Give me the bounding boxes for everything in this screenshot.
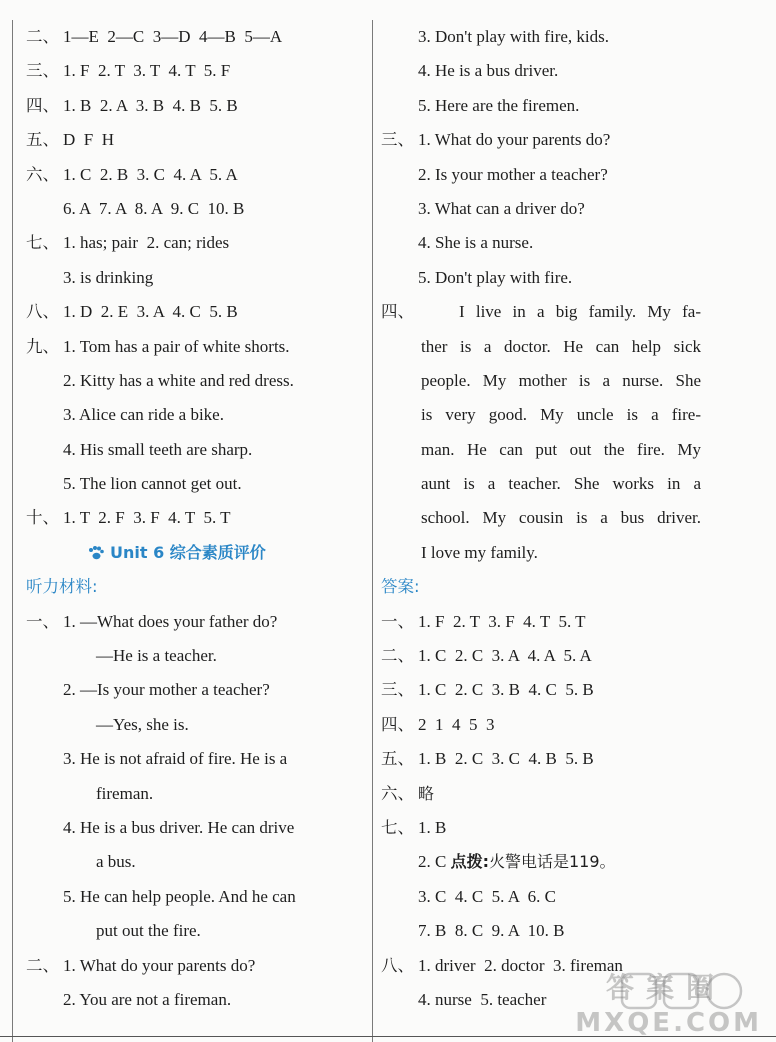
listening-heading: 听力材料: (26, 577, 98, 597)
line-text: 4. He is a bus driver. (418, 61, 559, 81)
line-left-12 (26, 433, 360, 467)
line-text: 1. C 2. C 3. A 4. A 5. A (418, 646, 592, 666)
line-left2-4 (26, 742, 360, 776)
line-text: 4. He is a bus driver. He can drive (63, 817, 295, 837)
line-text: —He is a teacher. (96, 646, 217, 666)
line-left-7 (26, 261, 360, 295)
line-left-0 (26, 20, 360, 54)
line-left2-6 (26, 811, 360, 845)
section-label: 八、 (381, 955, 414, 975)
line-answers-5 (381, 777, 701, 811)
line-right-6 (381, 226, 701, 260)
section-label: 八、 (26, 302, 59, 322)
line-left-11 (26, 398, 360, 432)
line-text: D F H (63, 130, 115, 150)
line-left2-0 (26, 605, 360, 639)
line-text: 1—E 2—C 3—D 4—B 5—A (63, 27, 283, 46)
answer-line-hint (381, 845, 701, 879)
line-text: 3. He is not afraid of fire. He is a (63, 749, 288, 769)
line-left-4 (26, 158, 360, 192)
line-text: 7. B 8. C 9. A 10. B (418, 921, 565, 941)
line-text: put out the fire. (96, 921, 201, 941)
line-right-3 (381, 123, 701, 157)
section-label: 三、 (381, 680, 414, 700)
passage-line: people. My mother is a nurse. She (421, 370, 701, 390)
section-label: 十、 (26, 508, 59, 528)
line-answers2-0 (381, 880, 701, 914)
unit5-answers (26, 20, 360, 536)
line-text: 4. She is a nurse. (418, 233, 534, 253)
line-text: 5. Don't play with fire. (418, 267, 573, 287)
line-right-1 (381, 54, 701, 88)
line-text: 1. F 2. T 3. F 4. T 5. T (418, 611, 586, 631)
line-text: 3. is drinking (63, 267, 154, 287)
line-left-5 (26, 192, 360, 226)
listening-material (26, 605, 360, 1018)
line-text: 1. B (418, 817, 447, 837)
paw-icon (88, 546, 104, 560)
line-text: 1. F 2. T 3. T 4. T 5. F (63, 61, 231, 81)
line-text: 1. What do your parents do? (418, 130, 611, 150)
line-text: 5. The lion cannot get out. (63, 474, 242, 494)
line-text: 1. —What does your father do? (63, 611, 278, 631)
line-text: 1. B 2. A 3. B 4. B 5. B (63, 95, 238, 115)
line-answers-6 (381, 811, 701, 845)
line-answers-2 (381, 673, 701, 707)
line-text: 1. B 2. C 3. C 4. B 5. B (418, 749, 594, 769)
line-left2-8 (26, 880, 360, 914)
line-text: 6. A 7. A 8. A 9. C 10. B (63, 198, 245, 218)
line-text: 2. Kitty has a white and red dress. (63, 370, 294, 390)
line-left-9 (26, 330, 360, 364)
line-left2-9 (26, 914, 360, 948)
section-label: 二、 (381, 646, 414, 666)
left-margin-rule (12, 20, 13, 1042)
line-text: 3. C 4. C 5. A 6. C (418, 886, 556, 906)
line-left-14 (26, 501, 360, 535)
section-label: 五、 (26, 130, 59, 150)
passage-body (381, 330, 701, 571)
section-label: 二、 (26, 955, 59, 975)
line-right-5 (381, 192, 701, 226)
line-text: 2. Is your mother a teacher? (418, 164, 608, 184)
section-label: 五、 (381, 749, 414, 769)
section-label: 四、 (26, 95, 59, 115)
line-text: 1. Tom has a pair of white shorts. (63, 336, 290, 356)
section-label: 六、 (381, 783, 414, 803)
line-left2-7 (26, 845, 360, 879)
line-text: 4. nurse 5. teacher (418, 989, 547, 1009)
line-left-3 (26, 123, 360, 157)
answers-heading: 答案: (381, 577, 420, 597)
line-left2-5 (26, 777, 360, 811)
line-text: 3. Alice can ride a bike. (63, 405, 224, 425)
section-label: 三、 (381, 130, 414, 150)
line-text: 1. D 2. E 3. A 4. C 5. B (63, 302, 238, 322)
line-text: —Yes, she is. (96, 714, 189, 734)
section-label: 三、 (26, 61, 59, 81)
column-divider (372, 20, 373, 1042)
line-left2-1 (26, 639, 360, 673)
unit-title: Unit 6 综合素质评价 (110, 542, 266, 562)
section-label: 四、 (381, 714, 414, 734)
line-answers-4 (381, 742, 701, 776)
watermark-top-text: 答案圈 (605, 971, 726, 1004)
left-column (26, 20, 360, 1017)
line-left-10 (26, 364, 360, 398)
passage-line: ther is a doctor. He can help sick (421, 336, 701, 356)
line-left2-11 (26, 983, 360, 1017)
line-text: 5. He can help people. And he can (63, 886, 296, 906)
line-left-6 (26, 226, 360, 260)
line-answers-3 (381, 708, 701, 742)
hint-label: 点拨: (450, 852, 489, 872)
line-text: 1. C 2. C 3. B 4. C 5. B (418, 680, 594, 700)
line-left2-2 (26, 673, 360, 707)
line-text: 3. Don't play with fire, kids. (418, 27, 609, 46)
line-text: 2. —Is your mother a teacher? (63, 680, 270, 700)
line-answers-0 (381, 605, 701, 639)
unit6-answers (381, 605, 701, 846)
line-text: 2 1 4 5 3 (418, 714, 495, 734)
line-text: 5. Here are the firemen. (418, 95, 580, 115)
passage-line: aunt is a teacher. She works in a (421, 474, 701, 494)
line-answers2-1 (381, 914, 701, 948)
line-text: 1. C 2. B 3. C 4. A 5. A (63, 164, 238, 184)
watermark-bottom-text: MXQE.COM (575, 1008, 762, 1038)
line-left2-10 (26, 949, 360, 983)
hint-prefix: 2. C (418, 852, 451, 872)
line-text: 4. His small teeth are sharp. (63, 439, 253, 459)
line-answers-1 (381, 639, 701, 673)
line-text: a bus. (96, 852, 136, 872)
line-text: 3. What can a driver do? (418, 198, 585, 218)
line-left2-3 (26, 708, 360, 742)
line-text: 1. has; pair 2. can; rides (63, 233, 230, 253)
line-text: 1. What do your parents do? (63, 955, 256, 975)
section-label: 六、 (26, 164, 59, 184)
line-text: 1. driver 2. doctor 3. fireman (418, 955, 623, 975)
passage-line: I live in a big family. My fa- (459, 302, 701, 322)
line-left-8 (26, 295, 360, 329)
passage (381, 295, 701, 570)
passage-line: is very good. My uncle is a fire- (421, 405, 701, 425)
line-text: fireman. (96, 783, 154, 803)
section-label: 四、 (381, 302, 414, 322)
line-text: 略 (418, 783, 435, 803)
hint-text: 火警电话是119。 (489, 852, 616, 872)
section-label: 七、 (381, 817, 414, 837)
line-left-1 (26, 54, 360, 88)
line-text: 1. T 2. F 3. F 4. T 5. T (63, 508, 231, 528)
line-text: 2. You are not a fireman. (63, 989, 232, 1009)
passage-line: school. My cousin is a bus driver. (421, 508, 701, 528)
line-right-0 (381, 20, 701, 54)
passage-line: I love my family. (421, 542, 538, 562)
line-left-2 (26, 89, 360, 123)
section-label: 九、 (26, 336, 59, 356)
line-right-2 (381, 89, 701, 123)
right-column (381, 20, 701, 1017)
listening-material-continued (381, 20, 701, 295)
unit-heading (26, 536, 360, 570)
line-right-4 (381, 158, 701, 192)
section-label: 七、 (26, 233, 59, 253)
section-label: 二、 (26, 27, 59, 46)
passage-first-line (381, 295, 701, 329)
section-label: 一、 (26, 611, 59, 631)
line-left-13 (26, 467, 360, 501)
passage-line: man. He can put out the fire. My (421, 439, 701, 459)
section-label: 一、 (381, 611, 414, 631)
line-right-7 (381, 261, 701, 295)
